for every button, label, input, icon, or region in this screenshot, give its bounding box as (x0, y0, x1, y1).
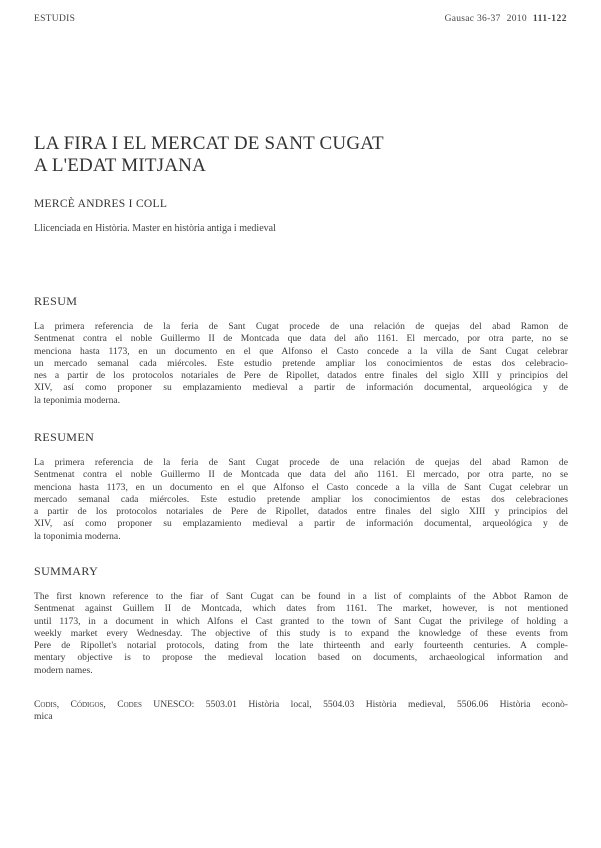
summary-line: The first known reference to the fiar of Sant Cugat can be found in a list of complaints of the Abbot Ramon de (34, 591, 568, 602)
resumen-heading: RESUMEN (34, 430, 95, 444)
running-header (34, 14, 567, 24)
resum-abstract (34, 321, 568, 407)
resumen-abstract (34, 457, 568, 543)
resum-line: menciona hasta 1173, en un documento en el que Alfonso el Casto concede a la villa de Sant Cugat celebrar (34, 345, 568, 357)
unesco-codes (34, 699, 568, 724)
resum-line: la teponimia moderna. (34, 394, 121, 406)
resumen-line: a partir de los protocolos notariales de Pere de Ripollet, datados entre finales del siglo XIII y principios del (34, 506, 568, 518)
resum-line: La primera referencia de la feria de Sant Cugat procede de una relación de quejas del abad Ramon de (34, 321, 568, 332)
author-name: MERCÈ ANDRES I COLL (34, 198, 168, 210)
summary-line: until 1173, in a document in which Alfons el Cast granted to the town of Sant Cugat the privilege of holding a (34, 615, 568, 627)
summary-line: mentary objective is to propose the medieval location based on documents, archaeological information and (34, 652, 568, 664)
summary-line: modern names. (34, 664, 93, 676)
journal-name: Gausac 36-37 (444, 14, 501, 24)
page-range: 111-122 (532, 14, 567, 24)
resumen-line: La primera referencia de la feria de Sant Cugat procede de una relación de quejas del abad Ramon de (34, 457, 568, 468)
resumen-line: menciona hasta 1173, en un documento en el que Alfonso el Casto concede a la villa de Sant Cugat celebrar un (34, 481, 568, 493)
codes-line-2: mica (34, 711, 53, 723)
resumen-line: la toponimia moderna. (34, 530, 121, 542)
codes-values: 5503.01 Història local, 5504.03 Història medieval, 5506.06 Història econò- (205, 699, 568, 710)
author-affiliation: Llicenciada en Història. Master en història antiga i medieval (34, 223, 276, 234)
journal-year: 2010 (506, 14, 527, 24)
article-title (34, 133, 574, 177)
resum-line: XIV, así como proponer su emplazamiento medieval a partir de información documental, arqueológica y de (34, 382, 568, 394)
codes-line-1 (34, 699, 568, 711)
resum-line: nes a partir de los protocolos notariales de Pere de Ripollet, datados entre finales del siglo XIII y principios del (34, 370, 568, 382)
title-line-2: A L'EDAT MITJANA (34, 155, 206, 176)
section-label: ESTUDIS (34, 14, 76, 24)
resum-heading: RESUM (34, 294, 78, 308)
journal-info (445, 14, 567, 24)
summary-heading: SUMMARY (34, 564, 99, 578)
summary-line: Pere de Ripollet's notarial protocols, dating from the late thirteenth and early fourteenth centuries. A comple- (34, 640, 568, 652)
summary-abstract (34, 591, 568, 677)
summary-line: weekly market every Wednesday. The objective of this study is to expand the knowledge of these events from (34, 627, 568, 639)
codes-label: Codis, Códigos, Codes UNESCO: (34, 699, 195, 710)
resumen-line: Sentmenat contra el noble Guillermo II de Montcada que data del año 1161. El mercado, por otra parte, no se (34, 469, 568, 481)
summary-line: Sentmenat against Guillem II de Montcada, which dates from 1161. The market, however, is not mentioned (34, 603, 568, 615)
resumen-line: XIV, así como proponer su emplazamiento medieval a partir de información documental, arqueológica y de (34, 518, 568, 530)
resum-line: Sentmenat contra el noble Guillermo II de Montcada que data del año 1161. El mercado, por otra parte, no se (34, 333, 568, 345)
resum-line: un mercado semanal cada miércoles. Este estudio pretende ampliar los conocimientos de estas dos celebracio- (34, 357, 568, 369)
title-line-1: LA FIRA I EL MERCAT DE SANT CUGAT (34, 133, 384, 154)
resumen-line: mercado semanal cada miércoles. Este estudio pretende ampliar los conocimientos de estas dos celebraciones (34, 493, 568, 505)
